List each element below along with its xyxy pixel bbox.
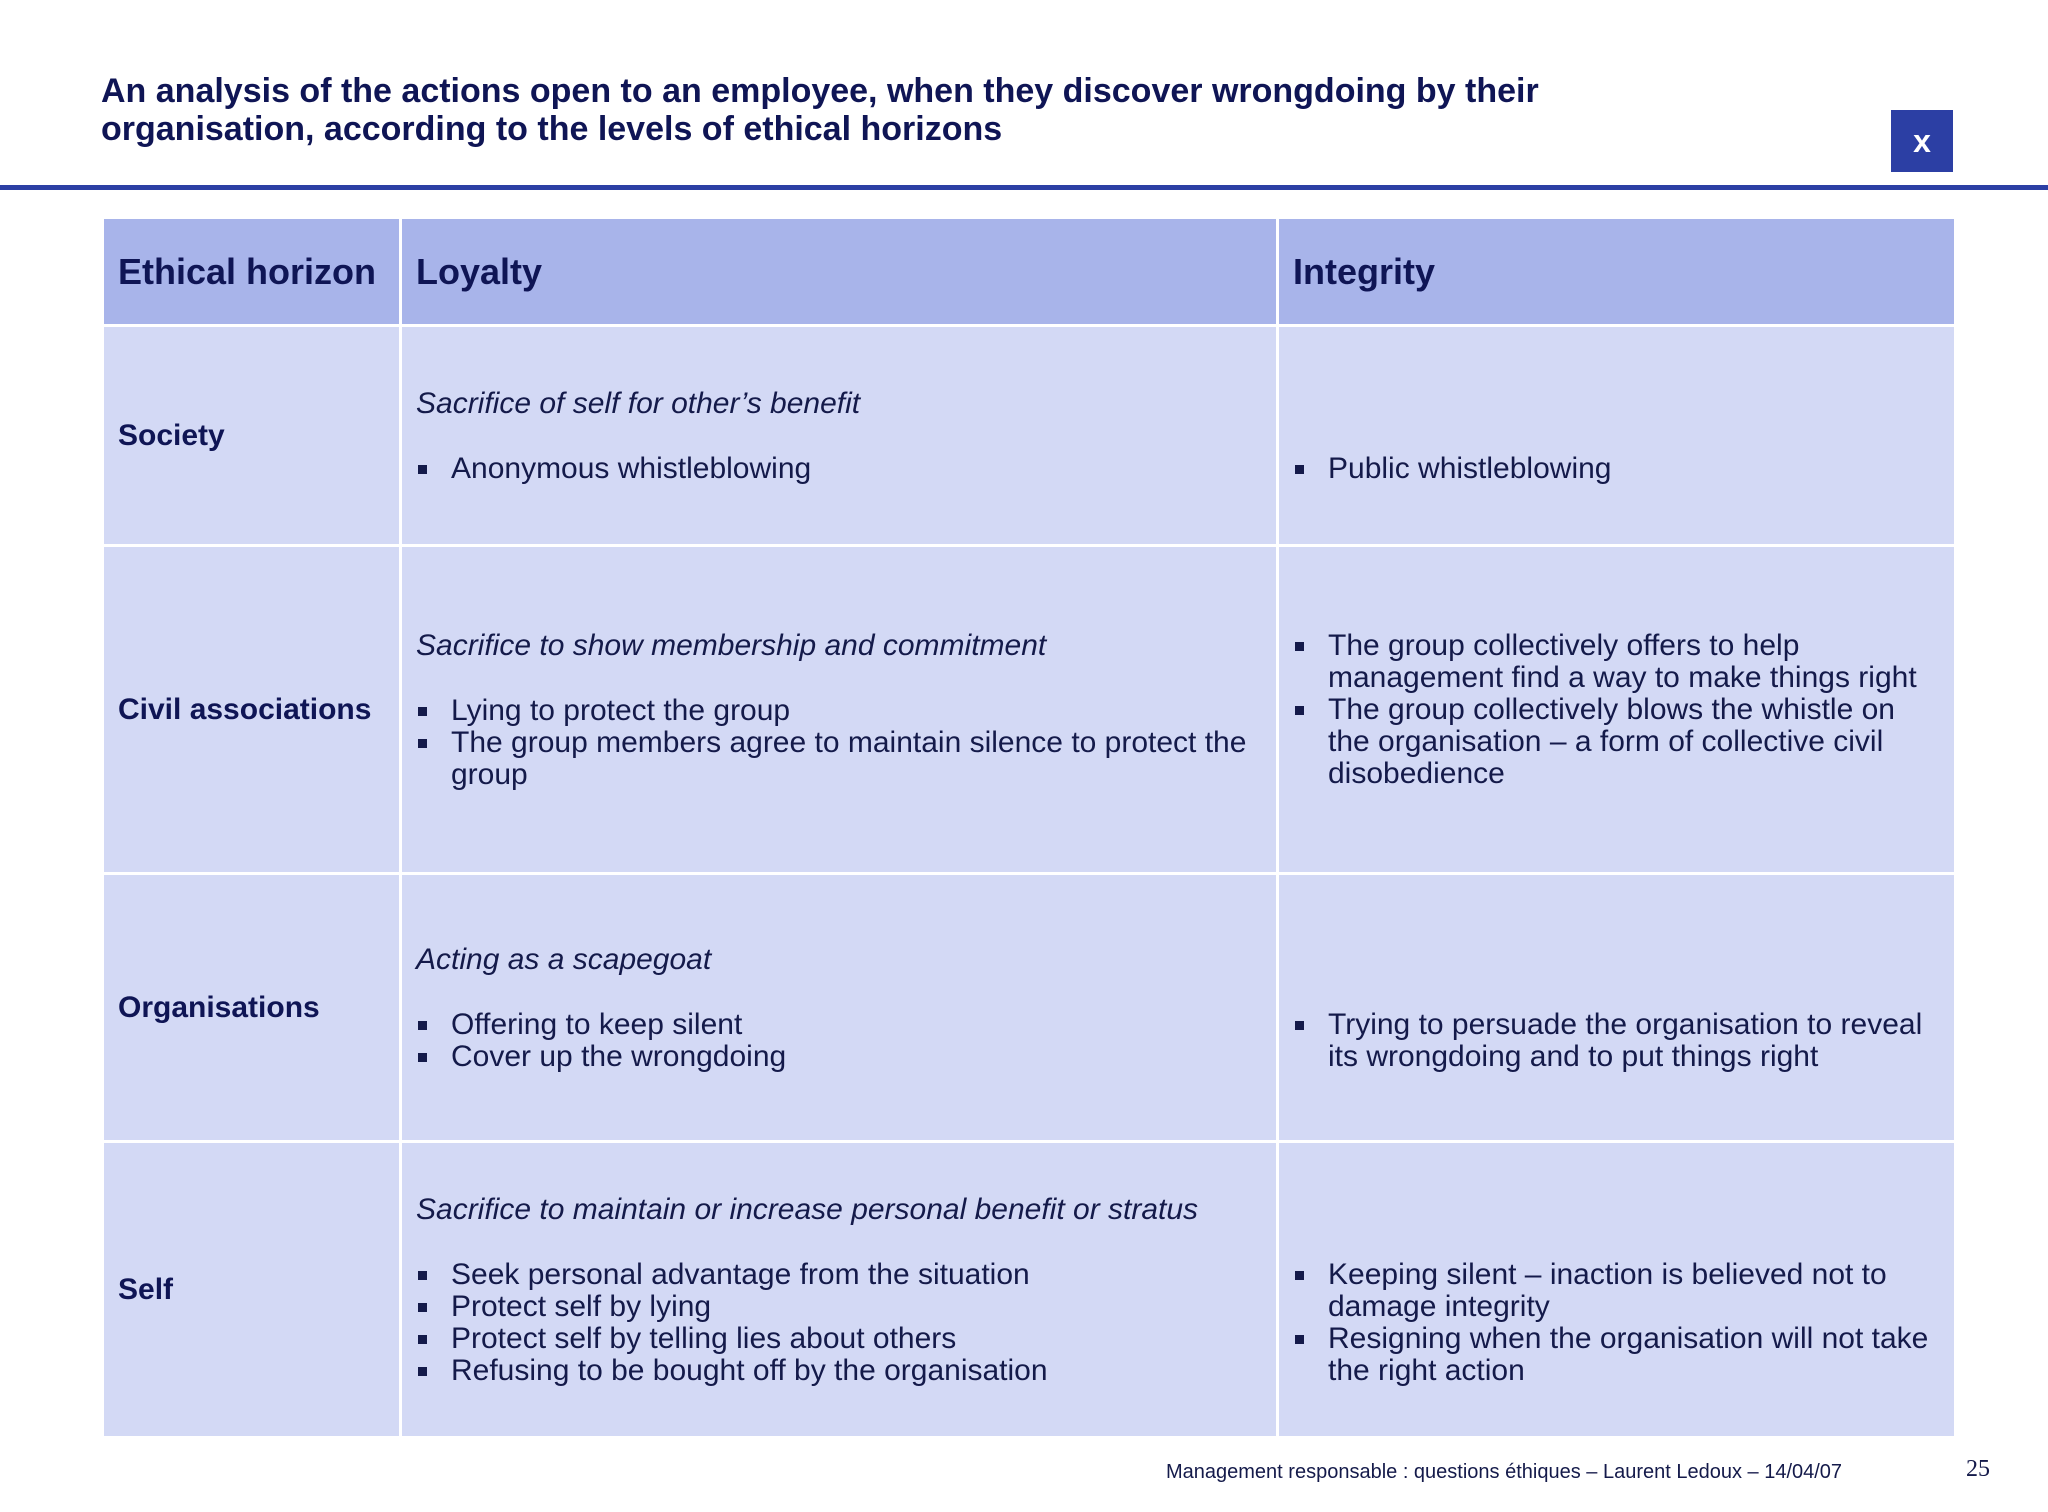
loyalty-intro: Sacrifice to maintain or increase personal benefit or stratus [416,1192,1199,1226]
list-item: Resigning when the organisation will not take the right action [1293,1323,1940,1387]
integrity-list [1293,1009,1940,1073]
list-item: Protect self by telling lies about others [416,1323,1262,1355]
integrity-cell [1278,546,1956,874]
table-header-row [103,218,1956,326]
list-item: The group collectively offers to help management find a way to make things right [1293,630,1940,694]
list-item: Seek personal advantage from the situation [416,1259,1262,1291]
horizon-cell: Self [103,1142,401,1438]
loyalty-intro: Acting as a scapegoat [416,942,712,976]
table-row [103,874,1956,1142]
loyalty-list [416,1009,1262,1073]
list-item: The group members agree to maintain silence to protect the group [416,727,1262,791]
footer-text: Management responsable : questions éthiques – Laurent Ledoux – 14/04/07 [1166,1461,1843,1483]
loyalty-cell [401,546,1278,874]
loyalty-cell [401,874,1278,1142]
integrity-list [1293,453,1940,485]
page-title: An analysis of the actions open to an employee, when they discover wrongdoing by their organisation, according to the levels of ethical horizons [101,72,1539,148]
list-item: Offering to keep silent [416,1009,1262,1041]
page-number: 25 [1966,1456,1990,1482]
close-button[interactable]: x [1891,110,1953,172]
horizon-cell: Society [103,326,401,546]
header-integrity: Integrity [1278,218,1956,326]
list-item: Cover up the wrongdoing [416,1041,1262,1073]
table-row [103,326,1956,546]
integrity-cell [1278,326,1956,546]
loyalty-intro: Sacrifice of self for other’s benefit [416,386,861,420]
integrity-cell [1278,1142,1956,1438]
list-item: Refusing to be bought off by the organisation [416,1355,1262,1387]
table-row [103,546,1956,874]
header-loyalty: Loyalty [401,218,1278,326]
loyalty-cell [401,326,1278,546]
integrity-list [1293,1259,1940,1387]
list-item: Keeping silent – inaction is believed not to damage integrity [1293,1259,1940,1323]
integrity-list [1293,630,1940,790]
list-item: Trying to persuade the organisation to reveal its wrongdoing and to put things right [1293,1009,1940,1073]
list-item: Protect self by lying [416,1291,1262,1323]
list-item: Lying to protect the group [416,695,1262,727]
loyalty-cell [401,1142,1278,1438]
table-row [103,1142,1956,1438]
list-item: Anonymous whistleblowing [416,453,1262,485]
loyalty-list [416,453,1262,485]
horizon-cell: Organisations [103,874,401,1142]
list-item: The group collectively blows the whistle on the organisation – a form of collective civil disobedience [1293,694,1940,790]
header-divider [0,185,2048,190]
loyalty-intro: Sacrifice to show membership and commitment [416,628,1047,662]
list-item: Public whistleblowing [1293,453,1940,485]
loyalty-list [416,1259,1262,1387]
ethical-horizons-table [101,216,1957,1439]
loyalty-list [416,695,1262,791]
horizon-cell: Civil associations [103,546,401,874]
header-ethical-horizon: Ethical horizon [103,218,401,326]
integrity-cell [1278,874,1956,1142]
